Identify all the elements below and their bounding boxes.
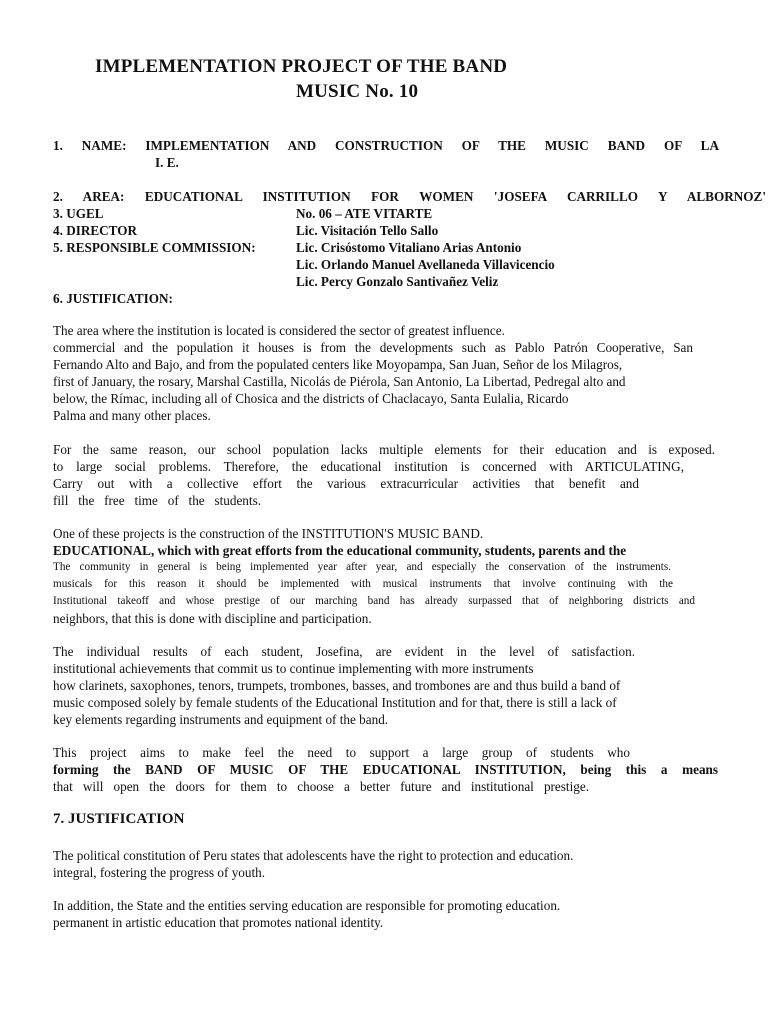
- document-title: IMPLEMENTATION PROJECT OF THE BAND: [95, 56, 508, 77]
- paragraph-line: commercial and the population it houses is from the developments such as Pablo Patrón Cooperative, San: [53, 340, 693, 355]
- commission-member: Lic. Percy Gonzalo Santivañez Veliz: [296, 274, 499, 289]
- paragraph-line: first of January, the rosary, Marshal Castilla, Nicolás de Piérola, San Antonio, La Libertad, Pedregal alto and: [53, 374, 626, 389]
- paragraph-line: The area where the institution is located is considered the sector of greatest influence.: [53, 323, 505, 338]
- paragraph-line: Institutional takeoff and whose prestige of our marching band has already surpassed that of neighboring districts and: [53, 595, 695, 607]
- paragraph-line: below, the Rímac, including all of Chosica and the districts of Chaclacayo, Santa Eulalia, Ricardo: [53, 391, 569, 406]
- paragraph-line: Carry out with a collective effort the various extracurricular activities that benefit and: [53, 476, 639, 491]
- paragraph-line: music composed solely by female students of the Educational Institution and for that, there is still a lack of: [53, 695, 617, 710]
- paragraph-line: For the same reason, our school population lacks multiple elements for their education and is exposed.: [53, 442, 715, 457]
- item-ugel: [53, 205, 719, 222]
- paragraph-line: The community in general is being implemented year after year, and especially the conservation of the instruments.: [53, 561, 671, 573]
- item-name-cont: I. E.: [155, 155, 179, 170]
- paragraph-line: Fernando Alto and Bajo, and from the populated centers like Moyopampa, San Juan, Señor de los Milagros,: [53, 357, 623, 372]
- director-label: 4. DIRECTOR: [53, 223, 138, 238]
- paragraph-line: EDUCATIONAL, which with great efforts from the educational community, students, parents and the: [53, 543, 627, 558]
- item-director: [53, 222, 719, 239]
- paragraph-line: institutional achievements that commit us to continue implementing with more instruments: [53, 661, 534, 676]
- paragraph-line: The individual results of each student, Josefina, are evident in the level of satisfaction.: [53, 644, 635, 659]
- paragraph-line: forming the BAND OF MUSIC OF THE EDUCATIONAL INSTITUTION, being this a means: [53, 762, 718, 777]
- director-value: Lic. Visitación Tello Sallo: [296, 223, 439, 238]
- paragraph-line: Palma and many other places.: [53, 408, 211, 423]
- paragraph-line: that will open the doors for them to choose a better future and institutional prestige.: [53, 779, 589, 794]
- commission-label: 5. RESPONSIBLE COMMISSION:: [53, 240, 256, 255]
- paragraph-line: permanent in artistic education that promotes national identity.: [53, 915, 384, 930]
- paragraph-line: key elements regarding instruments and equipment of the band.: [53, 712, 389, 727]
- paragraph-line: neighbors, that this is done with discipline and participation.: [53, 611, 372, 626]
- ugel-value: No. 06 – ATE VITARTE: [296, 206, 433, 221]
- ugel-label: 3. UGEL: [53, 206, 104, 221]
- paragraph-line: how clarinets, saxophones, tenors, trumpets, trombones, basses, and trombones are and thus build a band of: [53, 678, 621, 693]
- section-heading: 7. JUSTIFICATION: [53, 811, 185, 827]
- document-subtitle: MUSIC No. 10: [296, 81, 419, 102]
- commission-member: Lic. Crisóstomo Vitaliano Arias Antonio: [296, 240, 522, 255]
- item-commission: [53, 239, 719, 256]
- item-name: 1. NAME: IMPLEMENTATION AND CONSTRUCTION OF THE MUSIC BAND OF LA: [53, 138, 719, 153]
- commission-member: Lic. Orlando Manuel Avellaneda Villavicencio: [296, 257, 555, 272]
- paragraph-line: integral, fostering the progress of youth.: [53, 865, 266, 880]
- paragraph-line: One of these projects is the construction of the INSTITUTION'S MUSIC BAND.: [53, 526, 484, 541]
- paragraph-line: to large social problems. Therefore, the educational institution is concerned with ARTICULATING,: [53, 459, 684, 474]
- paragraph-line: musicals for this reason it should be implemented with musical instruments that involve continuing with the: [53, 578, 673, 590]
- justification-heading: 6. JUSTIFICATION:: [53, 291, 173, 306]
- paragraph-line: The political constitution of Peru states that adolescents have the right to protection and education.: [53, 848, 574, 863]
- paragraph-line: In addition, the State and the entities serving education are responsible for promoting education.: [53, 898, 561, 913]
- item-area: 2. AREA: EDUCATIONAL INSTITUTION FOR WOMEN 'JOSEFA CARRILLO Y ALBORNOZ': [53, 189, 766, 204]
- paragraph-line: This project aims to make feel the need to support a large group of students who: [53, 745, 630, 760]
- paragraph-line: fill the free time of the students.: [53, 493, 261, 508]
